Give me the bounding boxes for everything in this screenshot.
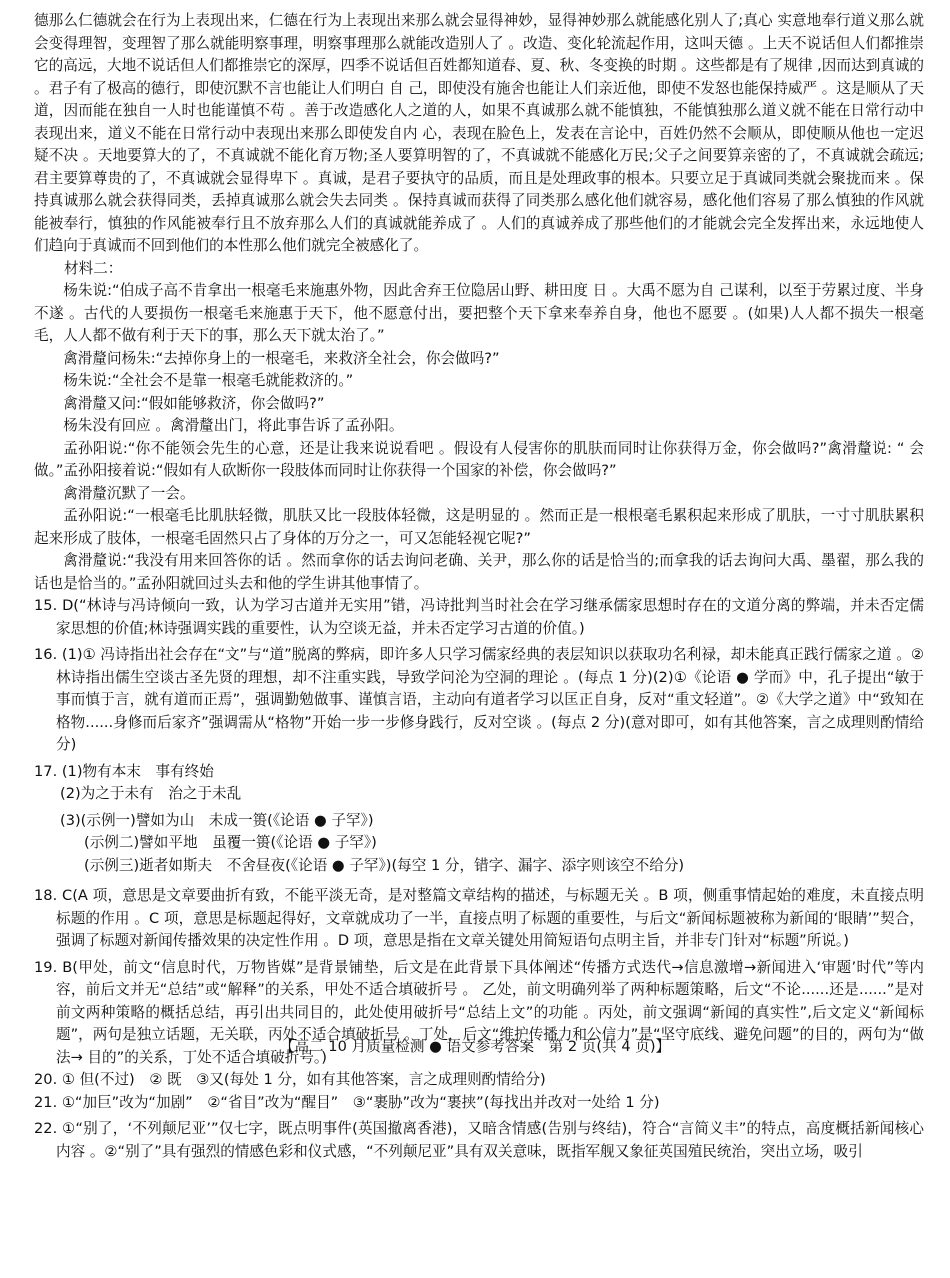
answer-17-2: (2)为之于未有 治之于未乱 (60, 785, 242, 802)
passage-paragraph-6: 杨朱没有回应 。禽滑釐出门，将此事告诉了孟孙阳。 (63, 417, 404, 434)
answer-22: 22. ①“别了，‘不列颠尼亚’”仅七字，既点明事件(英国撤离香港)，又暗含情感(告别与终结)，符合“言简义丰”的特点，高度概括新闻核心内容 。②“别了”具有强烈的情感色彩和仪式感，“不列颠尼亚”具有双关意味，既指军舰又象征英国殖民统治，突出立场，吸引 (34, 1120, 924, 1160)
answer-17-1: 17. (1)物有本末 事有终始 (34, 762, 214, 780)
answer-17-3-example-2: (示例二)譬如平地 虽覆一篑(《论语 ● 子罕》) (84, 834, 377, 851)
answer-16: 16. (1)① 冯诗指出社会存在“文”与“道”脱离的弊病，即许多人只学习儒家经典的表层知识以获取功名利禄，却未能真正践行儒家之道 。②林诗指出儒生空谈古圣先贤的理想，却不注重实践，导致学问沦为空洞的理论 。(每点 1 分)(2)①《论语 ● 学而》中，孔子提出“敏于事而慎于言，就有道而正焉”，强调勤勉做事、谨慎言语，主动向有道者学习以匡正自身，反对“重文轻道”。②《大学之道》中“致知在格物......身修而后家齐”强调需从“格物”开始一步一步修身践行，反对空谈 。(每点 2 分)(意对即可，如有其他答案，言之成理则酌情给分) (34, 646, 924, 753)
passage-paragraph-5: 禽滑釐又问:“假如能够救济，你会做吗?” (63, 394, 325, 412)
answer-17-3-example-3: (示例三)逝者如斯夫 不舍昼夜(《论语 ● 子罕》)(每空 1 分，错字、漏字、添字则该空不给分) (84, 856, 685, 874)
passage-paragraph-8: 禽滑釐沉默了一会。 (63, 484, 195, 502)
passage-paragraph-7: 孟孙阳说:“你不能领会先生的心意，还是让我来说说看吧 。假设有人侵害你的肌肤而同时让你获得万金，你会做吗?”禽滑釐说: “ 会做。”孟孙阳接着说:“假如有人砍断你一段肢体而同时让你获得一个国家的补偿，你会做吗?” (34, 439, 924, 479)
passage-paragraph-3: 禽滑釐问杨朱:“去掉你身上的一根毫毛，来救济全社会，你会做吗?” (63, 349, 500, 367)
passage-paragraph-2: 杨朱说:“伯成子高不肯拿出一根毫毛来施惠外物，因此舍弃王位隐居山野、耕田度 日 。大禹不愿为自 己谋利，以至于劳累过度、半身不遂 。古代的人要损伤一根毫毛来施惠于天下，他不愿意付出，要把整个天下拿来奉养自身，他也不愿要 。(如果)人人都不损失一根毫毛，人人都不做有利于天下的事，那么天下就太治了。” (34, 282, 924, 344)
passage-paragraph-10: 禽滑釐说:“我没有用来回答你的话 。然而拿你的话去询问老确、关尹，那么你的话是恰当的;而拿我的话去询问大禹、墨翟，那么我的话也是恰当的。”孟孙阳就回过头去和他的学生讲其他事情了。 (34, 552, 924, 592)
answer-20: 20. ① 但(不过) ② 既 ③又(每处 1 分，如有其他答案，言之成理则酌情给分) (34, 1071, 546, 1088)
passage-paragraph-4: 杨朱说:“全社会不是靠一根毫毛就能救济的。” (63, 372, 354, 389)
page-footer: 【高二 10 月质量检测 ● 语文参考答案 第 2 页(共 4 页)】 (279, 1038, 671, 1055)
passage-paragraph-9: 孟孙阳说:“一根毫毛比肌肤轻微，肌肤又比一段肢体轻微，这是明显的 。然而正是一根根毫毛累积起来形成了肌肤，一寸寸肌肤累积起来形成了肢体，一根毫毛固然只占了身体的万分之一，可又怎能轻视它呢?” (34, 507, 924, 547)
answer-21: 21. ①“加巨”改为“加剧” ②“省目”改为“醒目” ③“裹胁”改为“裹挟”(每找出并改对一处给 1 分) (34, 1093, 660, 1111)
answer-19: 19. B(甲处，前文“信息时代，万物皆媒”是背景铺垫，后文是在此背景下具体阐述“传播方式迭代→信息激增→新闻进入‘审题’时代”等内容，前后文并无“总结”或“解释”的关系，甲处不适合填破折号 。 乙处，前文明确列举了两种标题策略，后文“不论......还是......”是对前文两种策略的概括总结，再引出共同目的，此处使用破折号“总结上文”的功能 。丙处，前文强调“新闻的真实性”,后文定义“新闻标题”，两句是独立话题，无关联，丙处不适合填破折号 。丁处，后文“维护传播力和公信力”是“坚守底线、避免问题”的目的，两句为“做法→ 目的”的关系，丁处不适合填破折号。) (34, 958, 924, 1066)
answer-15: 15. D(“林诗与冯诗倾向一致，认为学习古道并无实用”错，冯诗批判当时社会在学习继承儒家思想时存在的文道分离的弊端，并未否定儒家思想的价值;林诗强调实践的重要性，认为空谈无益，并未否定学习古道的价值。) (34, 597, 924, 637)
answer-page (34, 10, 924, 1163)
material-2-label: 材料二： (64, 259, 123, 277)
answer-18: 18. C(A 项，意思是文章要曲折有致，不能平淡无奇，是对整篇文章结构的描述，与标题无关 。B 项，侧重事情起始的难度，未直接点明标题的作用 。C 项，意思是标题起得好，文章就成功了一半，直接点明了标题的重要性，与后文“新闻标题被称为新闻的‘眼睛’”契合，强调了标题对新闻传播效果的决定性作用 。D 项，意思是指在文章关键处用简短语句点明主旨，并非专门针对“标题”所说。) (34, 887, 924, 949)
answer-17-3-example-1: (3)(示例一)譬如为山 未成一篑(《论语 ● 子罕》) (60, 811, 374, 829)
passage-paragraph-1: 德那么仁德就会在行为上表现出来，仁德在行为上表现出来那么就会显得神妙，显得神妙那么就能感化别人了;真心 实意地奉行道义那么就会变得理智，变理智了那么就能明察事理，明察事理那么就能改造别人了 。改造、变化轮流起作用，这叫天德 。上天不说话但人们都推崇它的高远，大地不说话但人们都推崇它的深厚，四季不说话但百姓都知道春、夏、秋、冬变换的时期 。这些都是有了规律 ,因而达到真诚的 。君子有了极高的德行，即使沉默不言也能让人们明白 自 己，即使没有施舍也能让人们亲近他，即使不发怒也能保持威严 。这是顺从了天道，因而能在独自一人时也能谨慎不苟 。善于改造感化人之道的人，如果不真诚那么就不能慎独，不能慎独那么道义就不能在日常行动中表现出来，道义不能在日常行动中表现出来那么即使发自内 心，表现在脸色上，发表在言论中，百姓仍然不会顺从，即使顺从他也一定迟疑不决 。天地要算大的了，不真诚就不能化育万物;圣人要算明智的了，不真诚就不能感化万民;父子之间要算亲密的了，不真诚就会疏远;君主要算尊贵的了，不真诚就会显得卑下 。真诚，是君子要执守的品质，而且是处理政事的根本。只要立足于真诚同类就会聚拢而来 。保持真诚那么就会获得同类，丢掉真诚那么就会失去同类 。保持真诚而获得了同类那么感化他们就容易，感化他们容易了那么慎独的作风就能被奉行，慎独的作风能被奉行且不放弃那么人们的真诚就能养成了 。人们的真诚养成了那些他们的才能就会完全发挥出来，永远地使人们趋向于真诚而不回到他们的本性那么他们就完全被感化了。 (34, 12, 924, 254)
